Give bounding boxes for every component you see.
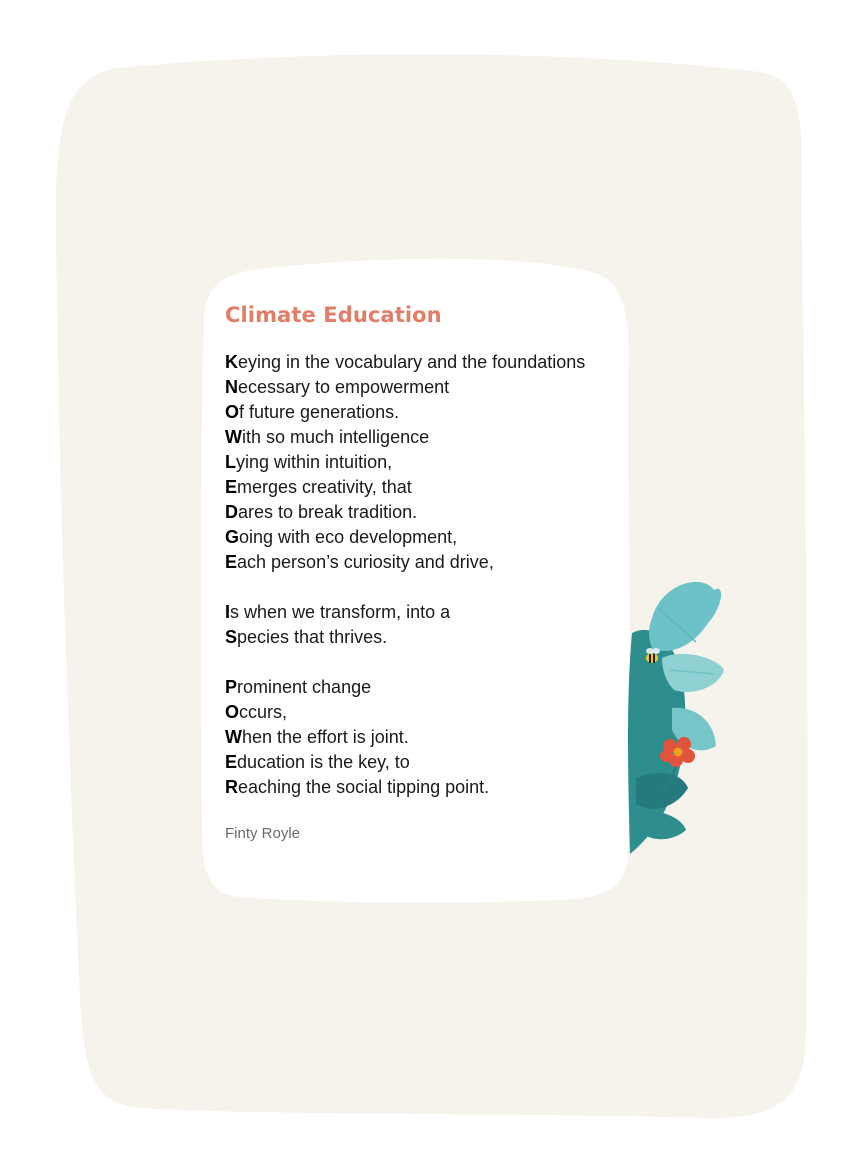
line-text: rominent change <box>237 677 372 697</box>
line-text: merges creativity, that <box>237 477 412 497</box>
acrostic-initial: E <box>225 552 238 572</box>
acrostic-initial: L <box>225 452 236 472</box>
poem-line <box>225 450 625 475</box>
acrostic-initial: K <box>225 352 238 372</box>
leaf-cluster-icon <box>628 582 724 854</box>
poem-line <box>225 700 625 725</box>
line-text: pecies that thrives. <box>237 627 388 647</box>
acrostic-initial: E <box>225 477 238 497</box>
line-text: hen the effort is joint. <box>242 727 409 747</box>
poem-line <box>225 500 625 525</box>
poem-stanza <box>225 675 625 800</box>
acrostic-initial: W <box>225 427 242 447</box>
acrostic-initial: P <box>225 677 238 697</box>
poem-line <box>225 400 625 425</box>
line-text: s when we transform, into a <box>230 602 451 622</box>
poem-line <box>225 375 625 400</box>
poem-author: Finty Royle <box>225 825 301 842</box>
poem-line <box>225 600 625 625</box>
poem-body <box>225 350 625 800</box>
line-text: ecessary to empowerment <box>238 377 450 397</box>
acrostic-initial: E <box>225 752 238 772</box>
line-text: ccurs, <box>239 702 288 722</box>
poem-line <box>225 775 625 800</box>
poem-stanza <box>225 350 625 575</box>
line-text: ducation is the key, to <box>237 752 410 772</box>
line-text: ach person’s curiosity and drive, <box>237 552 494 572</box>
acrostic-initial: W <box>225 727 242 747</box>
line-text: eying in the vocabulary and the foundations <box>238 352 586 372</box>
line-text: ying within intuition, <box>236 452 393 472</box>
poem-line <box>225 675 625 700</box>
acrostic-initial: N <box>225 377 238 397</box>
acrostic-initial: O <box>225 402 240 422</box>
poem-line <box>225 550 625 575</box>
line-text: eaching the social tipping point. <box>238 777 490 797</box>
poem-title: Climate Education <box>225 303 442 327</box>
poem-stanza <box>225 600 625 650</box>
line-text: ith so much intelligence <box>242 427 430 447</box>
acrostic-initial: O <box>225 702 240 722</box>
plant-illustration <box>622 578 732 860</box>
acrostic-initial: G <box>225 527 240 547</box>
acrostic-initial: S <box>225 627 238 647</box>
poem-line <box>225 350 625 375</box>
line-text: oing with eco development, <box>239 527 458 547</box>
poem-line <box>225 475 625 500</box>
line-text: ares to break tradition. <box>238 502 418 522</box>
poem-line <box>225 750 625 775</box>
acrostic-initial: D <box>225 502 238 522</box>
poem <box>225 300 625 842</box>
line-text: f future generations. <box>239 402 400 422</box>
poem-line <box>225 725 625 750</box>
poem-line <box>225 625 625 650</box>
acrostic-initial: R <box>225 777 238 797</box>
acrostic-initial: I <box>225 602 231 622</box>
poem-line <box>225 425 625 450</box>
poem-line <box>225 525 625 550</box>
